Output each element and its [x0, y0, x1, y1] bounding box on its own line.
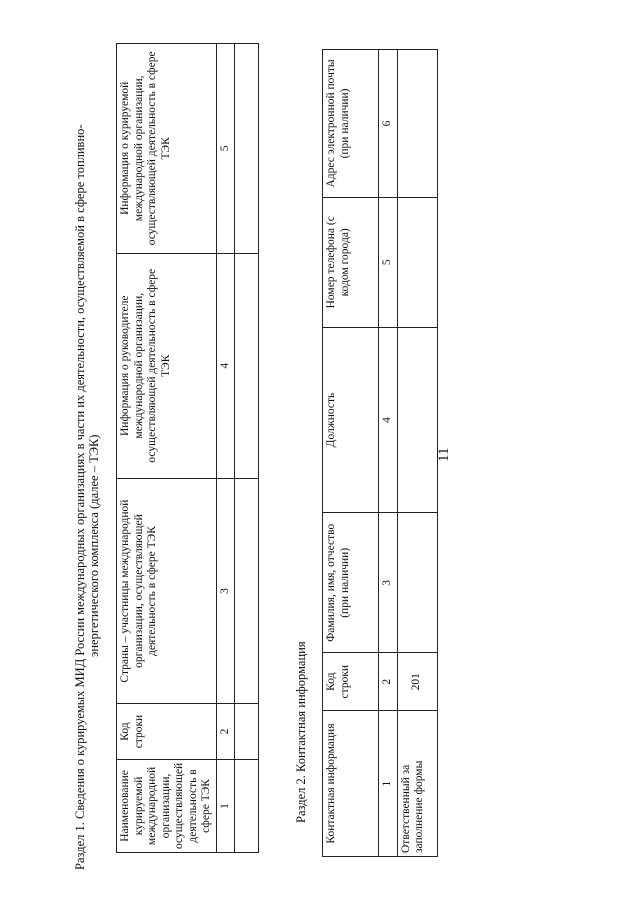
section1-colnum-4: 4 — [216, 253, 235, 478]
section1-title-line1: Раздел 1. Сведения о курируемых МИД России международных организациях в части их деятельности, осуществляемой в сфере топливно- — [73, 124, 87, 870]
page-number: 11 — [436, 447, 452, 462]
section2-colnum-5: 5 — [379, 197, 398, 327]
section2-title: Раздел 2. Контактная информация — [294, 641, 308, 823]
section1-cell — [235, 478, 259, 703]
section1-header-head-info: Информация о руководителе международной организации, осуществляющей деятельность в сфере ТЭК — [117, 253, 217, 478]
section1-cell — [235, 44, 259, 254]
section1-cell — [235, 704, 259, 760]
section1-header-countries: Страны – участницы международной организации, осуществляющей деятельность в сфере ТЭК — [117, 478, 217, 703]
section2-colnum-4: 4 — [379, 327, 398, 513]
section2-header-code: Код строки — [323, 653, 379, 711]
section2-table — [322, 49, 438, 857]
section2-colnum-1: 1 — [379, 711, 398, 857]
section2-colnum-2: 2 — [379, 653, 398, 711]
section1-colnum-3: 3 — [216, 478, 235, 703]
section2-header-phone: Номер телефона (с кодом города) — [323, 197, 379, 327]
section2-header-contact: Контактная информация — [323, 711, 379, 857]
section2-header-fullname: Фамилия, имя, отчество (при наличии) — [323, 513, 379, 653]
section1-header-code: Код строки — [117, 704, 217, 760]
section2-header-position: Должность — [323, 327, 379, 513]
section1-table — [116, 43, 259, 853]
section1-cell — [235, 759, 259, 852]
section2-data-row — [397, 50, 437, 857]
section1-colnum-2: 2 — [216, 704, 235, 760]
section2-colnum-6: 6 — [379, 50, 398, 198]
section1-colnum-5: 5 — [216, 44, 235, 254]
section2-row-label: Ответственный за заполнение формы — [397, 711, 437, 857]
section1-empty-row — [235, 44, 259, 853]
section2-cell-email — [397, 50, 437, 198]
section2-header-email: Адрес электронной почты (при наличии) — [323, 50, 379, 198]
section1-header-org-name: Наименование курируемой международной организации, осуществляющей деятельность в сфере ТЭК — [117, 759, 217, 852]
section1-header-row — [117, 44, 217, 853]
section2-row-code: 201 — [397, 653, 437, 711]
section1-header-org-info: Информация о курируемой международной организации, осуществляющей деятельность в сфере ТЭК — [117, 44, 217, 254]
section1-number-row — [216, 44, 235, 853]
section2-header-row — [323, 50, 379, 857]
section2-colnum-3: 3 — [379, 513, 398, 653]
section1-cell — [235, 253, 259, 478]
section2-cell-phone — [397, 197, 437, 327]
section2-number-row — [379, 50, 398, 857]
section1-colnum-1: 1 — [216, 759, 235, 852]
section2-cell-fullname — [397, 513, 437, 653]
section2-cell-position — [397, 327, 437, 513]
section1-title-line2: энергетического комплекса (далее – ТЭК) — [87, 434, 101, 657]
